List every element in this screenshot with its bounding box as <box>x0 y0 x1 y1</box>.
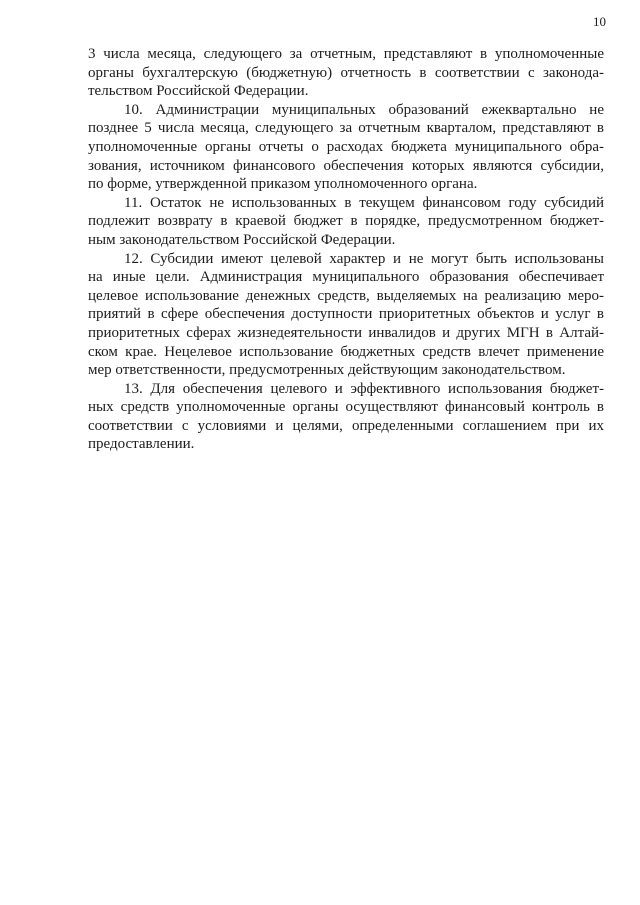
paragraph-10 <box>88 101 604 194</box>
text-line: приоритетных сферах жизнедеятельности инвалидов и других МГН в Алтай- <box>88 324 604 341</box>
text-line: зования, источником финансового обеспечения которых являются субсидии, <box>88 157 604 174</box>
text-line: уполномоченные органы отчеты о расходах бюджета муниципального обра- <box>88 138 604 155</box>
text-line: ных средств уполномоченные органы осуществляют финансовый контроль в <box>88 399 604 416</box>
paragraph-13 <box>88 380 604 454</box>
text-line: соответствии с условиями и целями, определенными соглашением при их <box>88 417 604 434</box>
text-line: мер ответственности, предусмотренных действующим законодательством. <box>88 362 566 379</box>
text-line: позднее 5 числа месяца, следующего за отчетным кварталом, представляют в <box>88 120 604 137</box>
text-line: целевое использование денежных средств, выделяемых на реализацию меро- <box>88 287 604 304</box>
text-line: 3 числа месяца, следующего за отчетным, представляют в уполномоченные <box>88 46 604 62</box>
text-line: 12. Субсидии имеют целевой характер и не могут быть использованы <box>124 250 604 267</box>
text-line: органы бухгалтерскую (бюджетную) отчетность в соответствии с законода- <box>88 64 604 81</box>
text-line: ском крае. Нецелевое использование бюджетных средств влечет применение <box>88 343 604 360</box>
paragraph-12 <box>88 250 604 380</box>
paragraph-continuation <box>88 45 604 101</box>
text-line: 13. Для обеспечения целевого и эффективного использования бюджет- <box>124 380 604 397</box>
paragraph-11 <box>88 194 604 250</box>
text-line: тельством Российской Федерации. <box>88 83 309 100</box>
text-line: ным законодательством Российской Федерации. <box>88 231 396 248</box>
text-line: приятий в сфере обеспечения доступности приоритетных объектов и услуг в <box>88 306 604 323</box>
text-line: подлежит возврату в краевой бюджет в порядке, предусмотренном бюджет- <box>88 213 604 230</box>
text-line: по форме, утвержденной приказом уполномоченного органа. <box>88 176 478 193</box>
text-line: 10. Администрации муниципальных образований ежеквартально не <box>124 101 604 118</box>
page-number: 10 <box>593 14 606 29</box>
text-line: предоставлении. <box>88 436 195 453</box>
text-line: 11. Остаток не использованных в текущем финансовом году субсидий <box>124 194 604 211</box>
document-body <box>88 45 604 454</box>
text-line: на иные цели. Администрация муниципального образования обеспечивает <box>88 269 604 286</box>
